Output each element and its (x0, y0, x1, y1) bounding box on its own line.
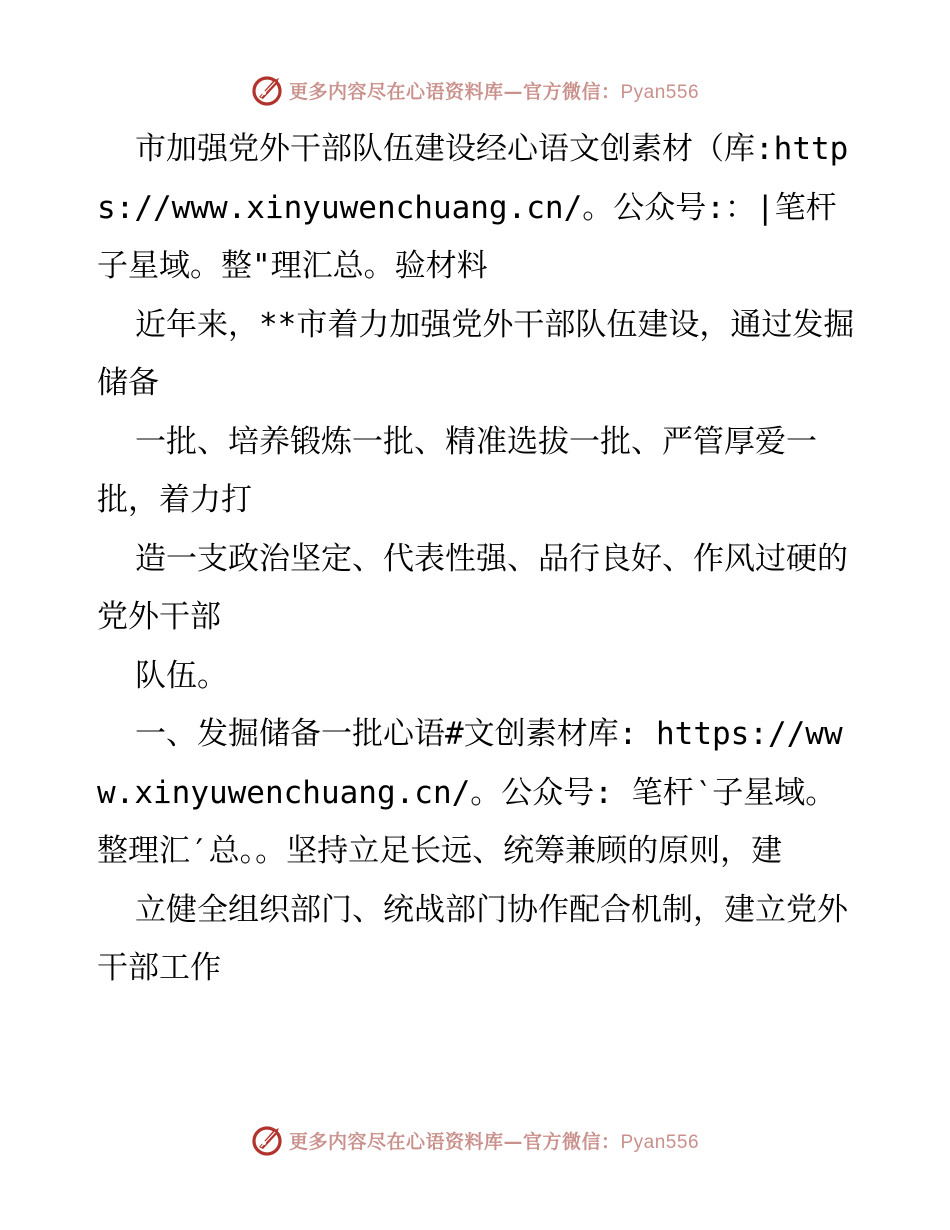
paragraph: 一、发掘储备一批心语#文创素材库: https://www.xinyuwenchuang.cn/。公众号: 笔杆‵子星域。整理汇′总。。坚持立足长远、统筹兼顾的原则，建 (97, 716, 843, 869)
footer-banner (0, 1120, 950, 1160)
quill-logo-icon (251, 73, 285, 107)
paragraph: 队伍。 (135, 657, 228, 694)
paragraph: 市加强党外干部队伍建设经心语文创素材（库:https://www.xinyuwenchuang.cn/。公众号:：|笔杆子星域。整"理汇总。验材料 (97, 131, 849, 284)
banner-slogan: 更多内容尽在心语资料库—官方微信： (288, 80, 621, 103)
wechat-id: Pyan556 (620, 81, 700, 103)
banner-slogan: 更多内容尽在心语资料库—官方微信： (288, 1130, 621, 1153)
document-body (97, 120, 857, 998)
header-banner (0, 70, 950, 110)
paragraph: 一批、培养锻炼一批、精准选拔一批、严管厚爱一批，着力打 (97, 423, 817, 518)
wechat-id: Pyan556 (620, 1131, 700, 1153)
paragraph: 造一支政治坚定、代表性强、品行良好、作风过硬的党外干部 (97, 540, 848, 635)
banner-text (289, 77, 699, 104)
quill-logo-icon (251, 1123, 285, 1157)
paragraph: 立健全组织部门、统战部门协作配合机制，建立党外干部工作 (97, 891, 848, 986)
paragraph: 近年来，**市着力加强党外干部队伍建设，通过发掘储备 (97, 306, 855, 401)
banner-text (289, 1127, 699, 1154)
